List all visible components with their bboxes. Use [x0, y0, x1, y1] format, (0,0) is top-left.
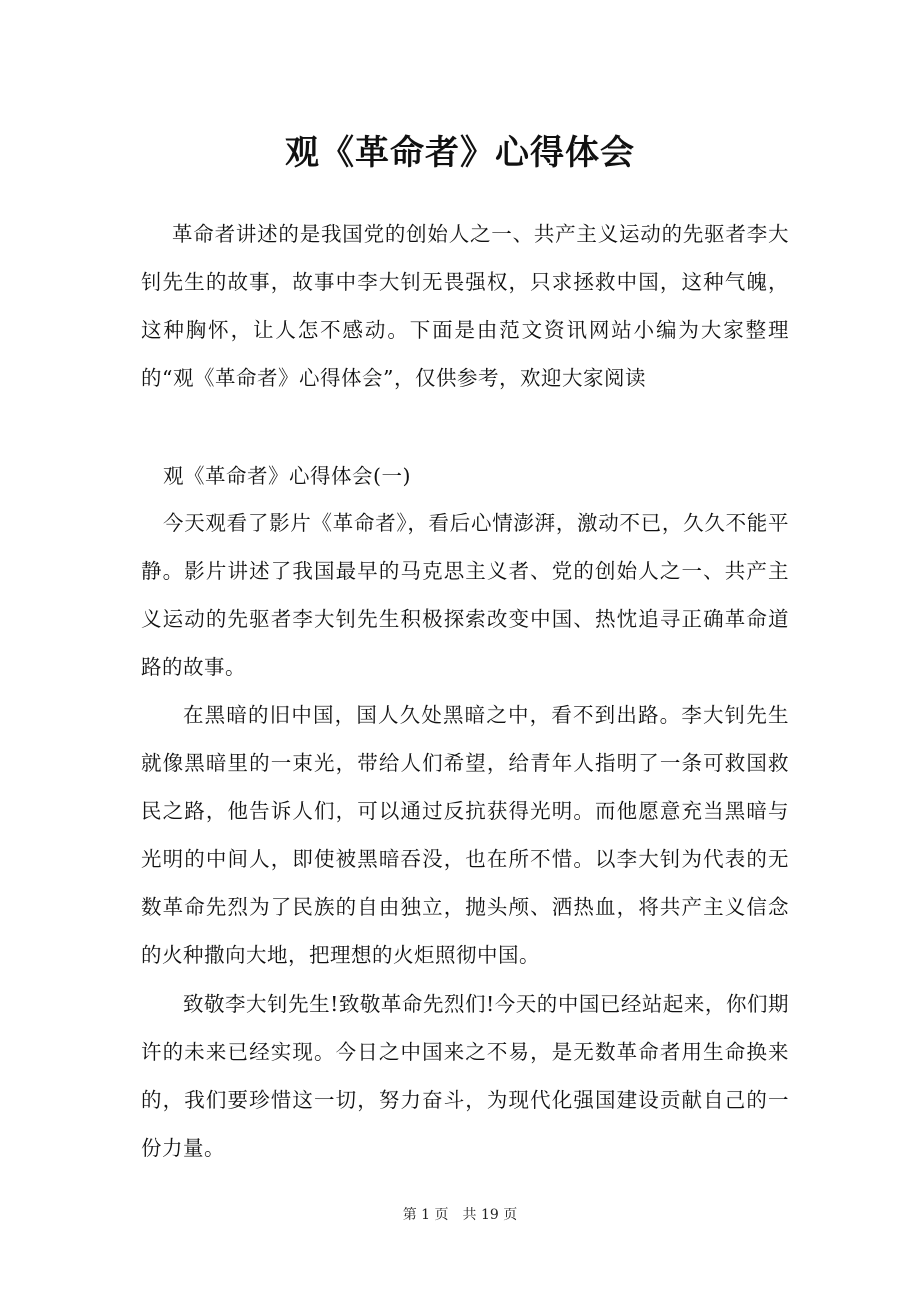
- body-paragraph: 在黑暗的旧中国，国人久处黑暗之中，看不到出路。李大钊先生就像黑暗里的一束光，带给人们希望，给青年人指明了一条可救国救民之路，他告诉人们，可以通过反抗获得光明。而他愿意充当黑暗与光明的中间人，即使被黑暗吞没，也在所不惜。以李大钊为代表的无数革命先烈为了民族的自由独立，抛头颅、洒热血，将共产主义信念的火种撒向大地，把理想的火炬照彻中国。: [141, 703, 789, 967]
- page-footer: [0, 1204, 920, 1226]
- section-heading: 观《革命者》心得体会(一): [163, 464, 411, 488]
- page-title: 观《革命者》心得体会: [285, 133, 635, 173]
- intro-paragraph: 革命者讲述的是我国党的创始人之一、共产主义运动的先驱者李大钊先生的故事，故事中李大钊无畏强权，只求拯救中国，这种气魄，这种胸怀，让人怎不感动。下面是由范文资讯网站小编为大家整理的“观《革命者》心得体会”，仅供参考，欢迎大家阅读: [141, 222, 789, 390]
- body-paragraph: 致敬李大钊先生!致敬革命先烈们!今天的中国已经站起来，你们期许的未来已经实现。今日之中国来之不易，是无数革命者用生命换来的，我们要珍惜这一切，努力奋斗，为现代化强国建设贡献自己的一份力量。: [141, 992, 789, 1160]
- page-number: 第 1 页: [402, 1207, 449, 1223]
- page-total: 共 19 页: [462, 1207, 518, 1223]
- body-paragraph: 今天观看了影片《革命者》，看后心情澎湃，激动不已，久久不能平静。影片讲述了我国最早的马克思主义者、党的创始人之一、共产主义运动的先驱者李大钊先生积极探索改变中国、热忱追寻正确革命道路的故事。: [141, 511, 789, 679]
